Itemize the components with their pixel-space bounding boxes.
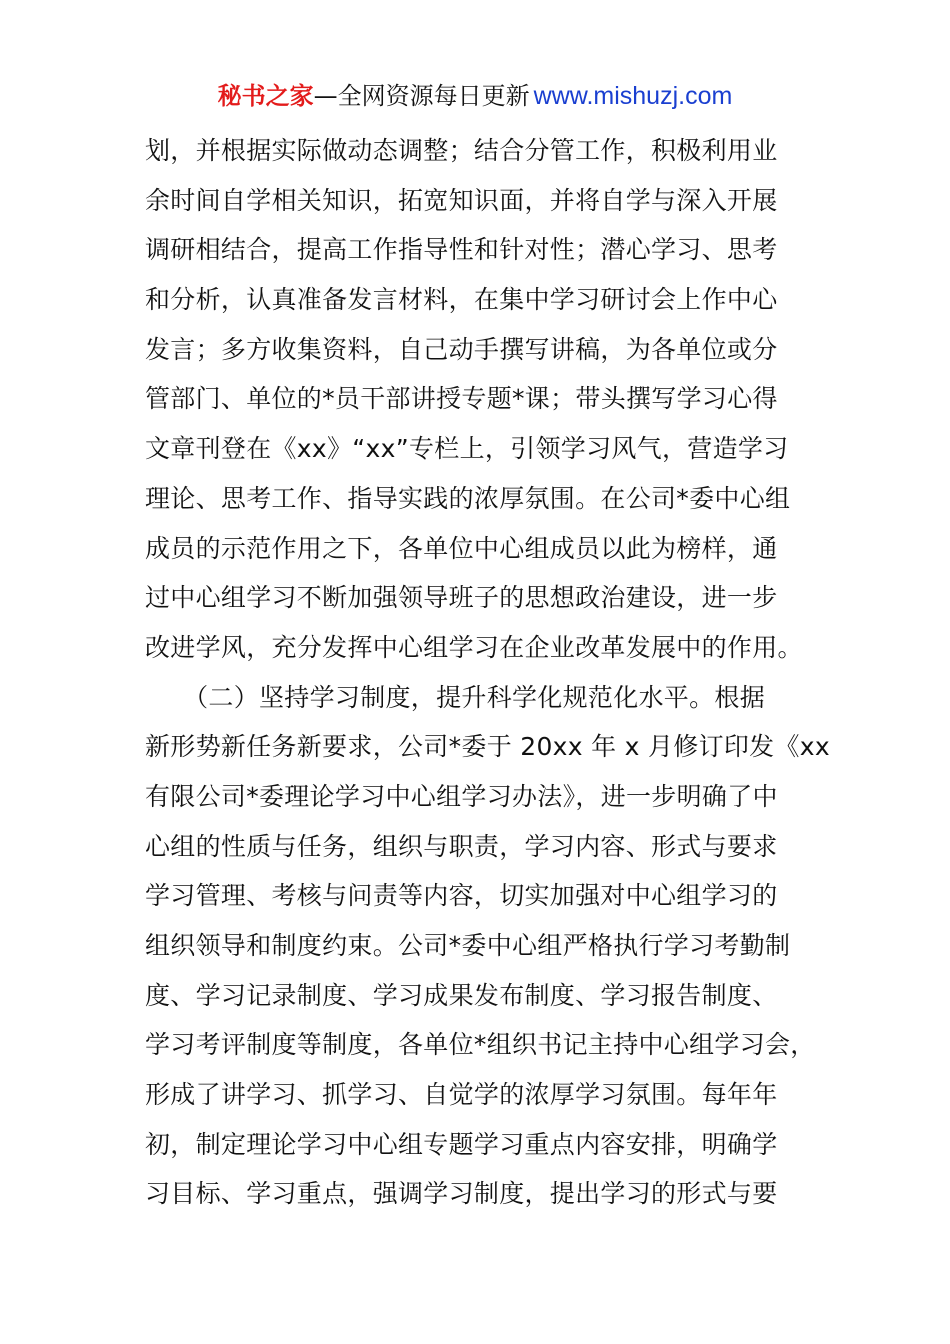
text-line: 改进学风，充分发挥中心组学习在企业改革发展中的作用。 (145, 632, 803, 662)
page-header (0, 80, 950, 112)
text-line: 组织领导和制度约束。公司*委中心组严格执行学习考勤制 (145, 931, 791, 960)
header-tagline: —全网资源每日更新 (313, 82, 530, 110)
text-line: 初，制定理论学习中心组专题学习重点内容安排，明确学 (145, 1129, 778, 1159)
text-line: 新形势新任务新要求，公司*委于 20xx 年 x 月修订印发《xx (145, 732, 830, 762)
text-line: 文章刊登在《xx》“xx”专栏上，引领学习风气，营造学习 (145, 434, 789, 464)
document-body (145, 126, 830, 1219)
text-line: 过中心组学习不断加强领导班子的思想政治建设，进一步 (145, 583, 778, 613)
text-line: 学习管理、考核与问责等内容，切实加强对中心组学习的 (145, 881, 778, 911)
text-line: 度、学习记录制度、学习成果发布制度、学习报告制度、 (145, 980, 778, 1010)
text-line: 形成了讲学习、抓学习、自觉学的浓厚学习氛围。每年年 (145, 1080, 778, 1110)
brand-name: 秘书之家 (217, 82, 314, 110)
text-line: 管部门、单位的*员干部讲授专题*课；带头撰写学习心得 (145, 384, 778, 414)
text-line: 理论、思考工作、指导实践的浓厚氛围。在公司*委中心组 (145, 483, 791, 513)
text-line: 划，并根据实际做动态调整；结合分管工作，积极利用业 (145, 136, 778, 165)
text-line: 发言；多方收集资料，自己动手撰写讲稿，为各单位或分 (145, 334, 778, 364)
text-line: 和分析，认真准备发言材料，在集中学习研讨会上作中心 (145, 285, 778, 315)
text-line: 成员的示范作用之下，各单位中心组成员以此为榜样，通 (145, 533, 778, 563)
text-line: 余时间自学相关知识，拓宽知识面，并将自学与深入开展 (145, 185, 778, 215)
site-url-link[interactable]: www.mishuzj.com (533, 82, 733, 110)
text-line: 有限公司*委理论学习中心组学习办法》，进一步明确了中 (145, 781, 778, 811)
text-line: 学习考评制度等制度，各单位*组织书记主持中心组学习会， (145, 1030, 816, 1060)
text-line: 心组的性质与任务，组织与职责，学习内容、形式与要求 (145, 831, 778, 861)
text-line: 调研相结合，提高工作指导性和针对性；潜心学习、思考 (145, 235, 778, 265)
section-heading-line: （二）坚持学习制度，提升科学化规范化水平。根据 (145, 682, 766, 712)
text-line: 习目标、学习重点，强调学习制度，提出学习的形式与要 (145, 1179, 778, 1209)
